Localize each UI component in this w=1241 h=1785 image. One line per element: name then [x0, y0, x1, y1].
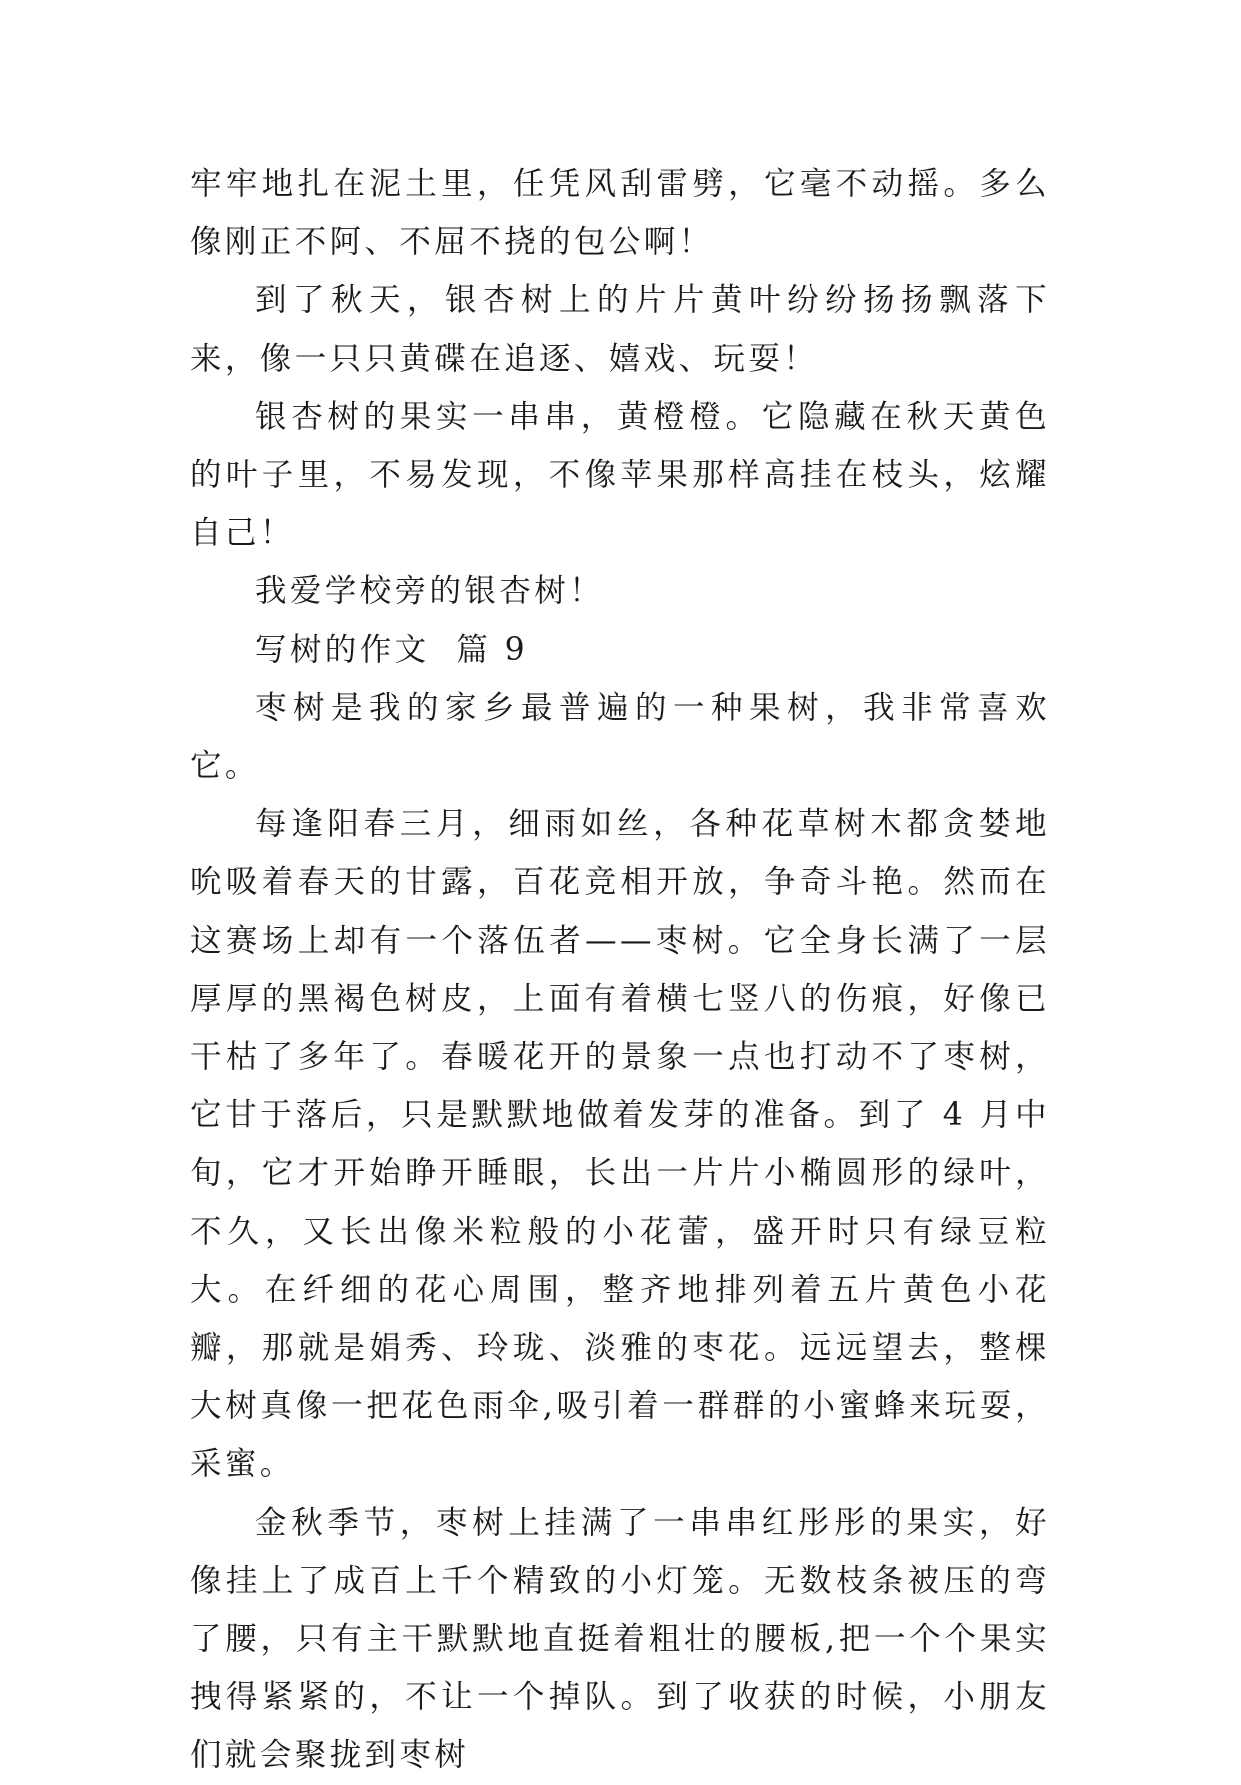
essay-body — [190, 155, 1050, 1785]
section-heading: 写树的作文 篇 9 — [255, 631, 529, 668]
paragraph-jujube-spring: 每逢阳春三月，细雨如丝，各种花草树木都贪婪地吮吸着春天的甘露，百花竞相开放，争奇斗艳。然而在这赛场上却有一个落伍者——枣树。它全身长满了一层厚厚的黑褐色树皮，上面有着横七竖八的伤痕，好像已干枯了多年了。春暖花开的景象一点也打动不了枣树，它甘于落后，只是默默地做着发芽的准备。到了 4 月中旬，它才开始睁开睡眼，长出一片片小椭圆形的绿叶，不久，又长出像米粒般的小花蕾，盛开时只有绿豆粒大。在纤细的花心周围，整齐地排列着五片黄色小花瓣，那就是娟秀、玲珑、淡雅的枣花。远远望去，整棵大树真像一把花色雨伞,吸引着一群群的小蜜蜂来玩耍，采蜜。 — [190, 806, 1050, 1483]
paragraph-jujube-intro: 枣树是我的家乡最普遍的一种果树，我非常喜欢它。 — [190, 689, 1050, 785]
paragraph-ginkgo-fruit: 银杏树的果实一串串，黄橙橙。它隐藏在秋天黄色的叶子里，不易发现，不像苹果那样高挂在枝头，炫耀自己！ — [190, 398, 1050, 552]
paragraph-love-ginkgo: 我爱学校旁的银杏树！ — [255, 573, 605, 610]
paragraph-jujube-autumn: 金秋季节，枣树上挂满了一串串红彤彤的果实，好像挂上了成百上千个精致的小灯笼。无数枝条被压的弯了腰，只有主干默默地直挺着粗壮的腰板,把一个个果实拽得紧紧的，不让一个掉队。到了收获的时候，小朋友们就会聚拢到枣树 — [190, 1504, 1050, 1774]
paragraph-continued: 牢牢地扎在泥土里，任凭风刮雷劈，它毫不动摇。多么像刚正不阿、不屈不挠的包公啊！ — [190, 166, 1050, 261]
paragraph-autumn-leaves: 到了秋天，银杏树上的片片黄叶纷纷扬扬飘落下来，像一只只黄碟在追逐、嬉戏、玩耍！ — [190, 282, 1050, 377]
